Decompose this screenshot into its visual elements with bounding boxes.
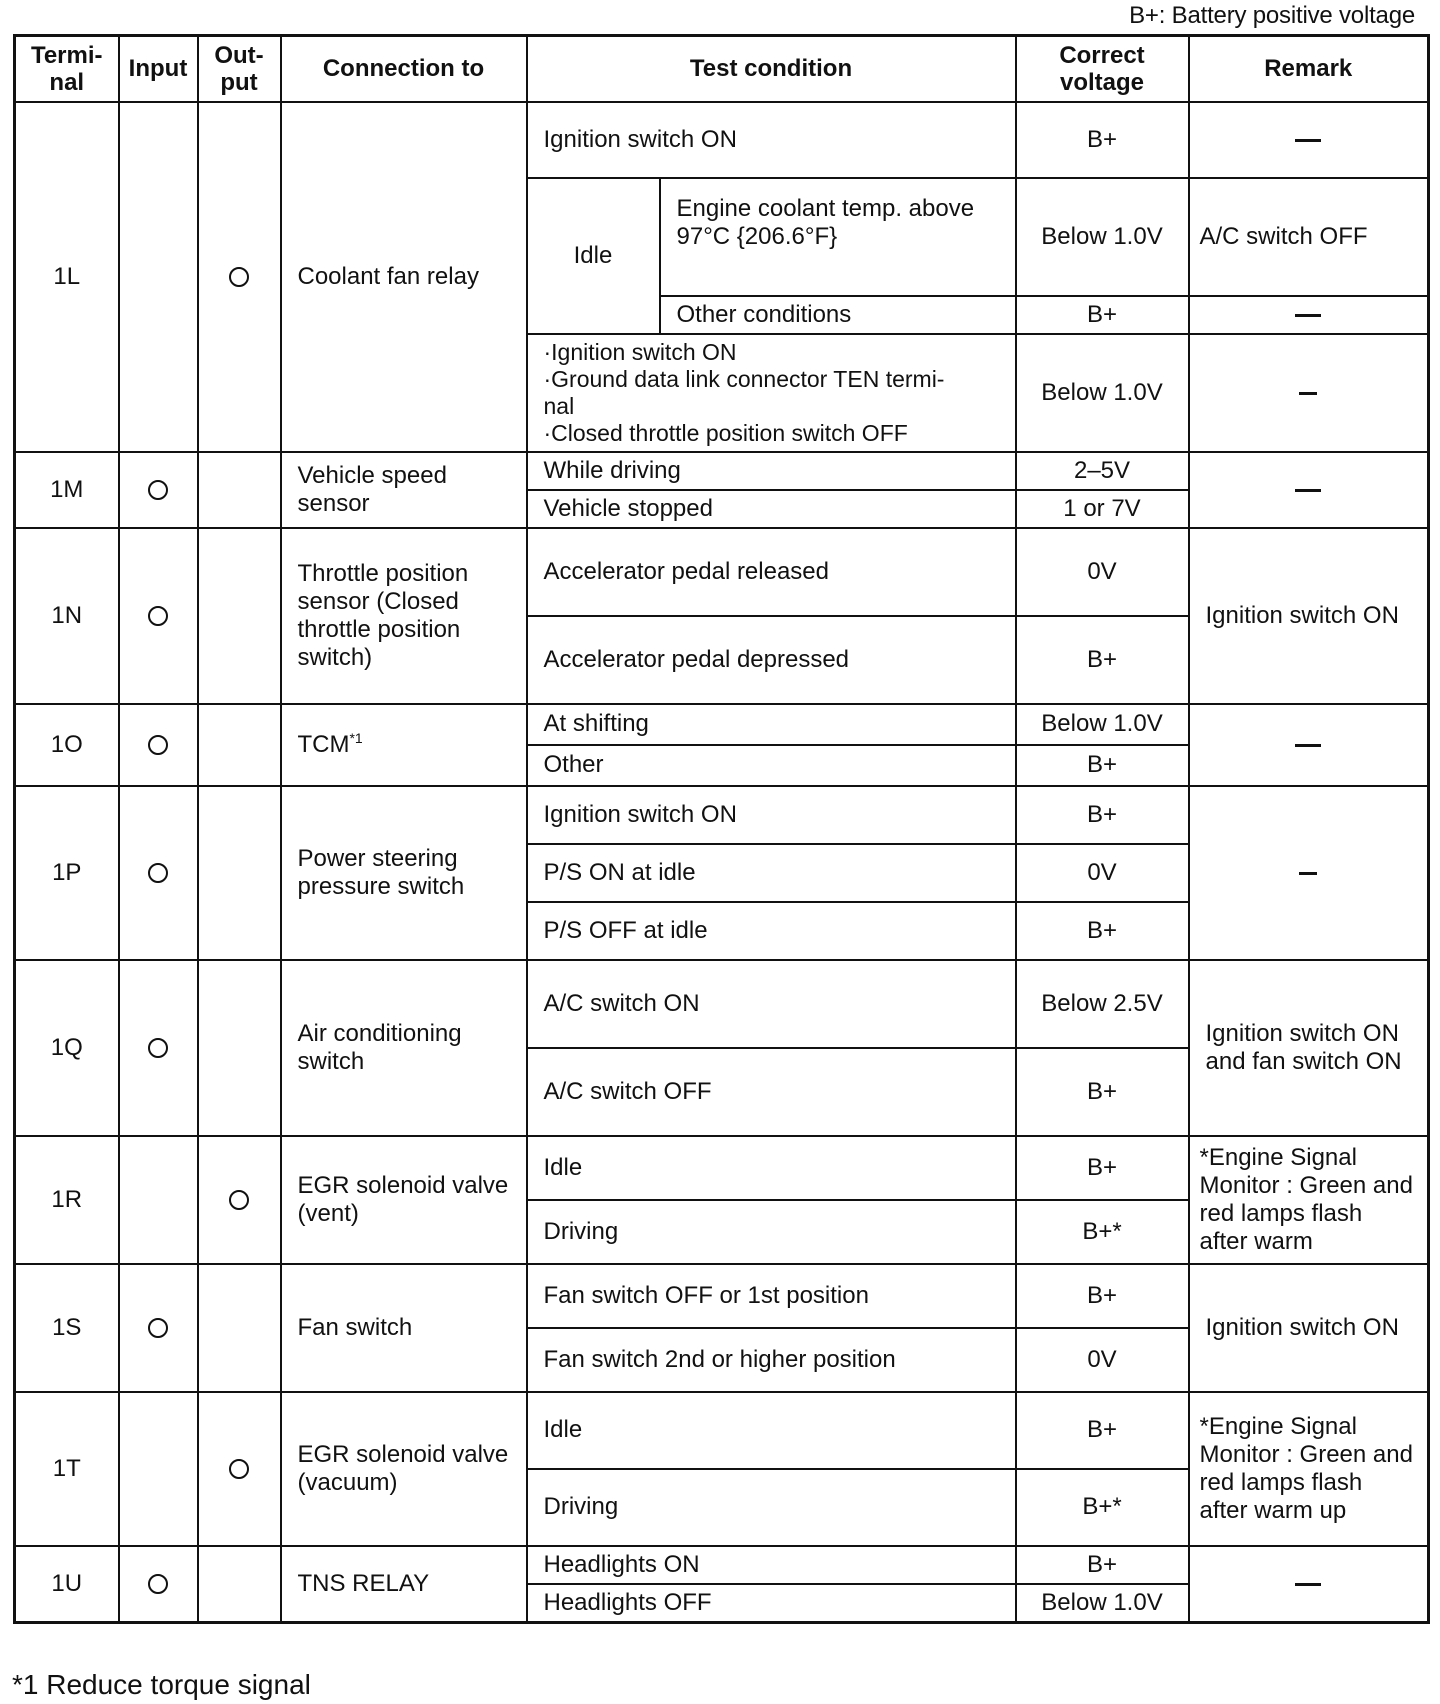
remark-cell: [1189, 786, 1429, 960]
condition-cell: A/C switch ON: [527, 960, 1016, 1048]
voltage-cell: B+: [1016, 102, 1189, 178]
voltage-cell: 0V: [1016, 1328, 1189, 1392]
table-row: [15, 1546, 1429, 1584]
condition-cell: A/C switch OFF: [527, 1048, 1016, 1136]
output-cell: [198, 452, 281, 528]
connection-text: TCM: [297, 730, 350, 758]
remark-cell: A/C switch OFF: [1189, 178, 1429, 296]
input-cell: [119, 102, 198, 452]
condition-cell: Driving: [527, 1200, 1016, 1264]
condition-cell: Headlights OFF: [527, 1584, 1016, 1623]
voltage-cell: B+: [1016, 902, 1189, 960]
circle-mark: [229, 1459, 249, 1479]
connection-cell: EGR solenoid valve (vent): [281, 1136, 527, 1264]
output-cell: [198, 1546, 281, 1623]
table-row: [15, 452, 1429, 490]
dash-mark: [1295, 139, 1321, 142]
input-cell: [119, 452, 198, 528]
header-output: Out- put: [198, 36, 281, 102]
terminal-cell: 1L: [15, 102, 119, 452]
input-cell: [119, 1546, 198, 1623]
connection-cell: Vehicle speed sensor: [281, 452, 527, 528]
circle-mark: [148, 1318, 168, 1338]
table-row: [15, 786, 1429, 844]
terminal-voltage-table: [13, 34, 1430, 1624]
voltage-cell: 0V: [1016, 528, 1189, 616]
header-test-condition: Test condition: [527, 36, 1016, 102]
circle-mark: [229, 1190, 249, 1210]
output-cell: [198, 704, 281, 786]
condition-cell: Headlights ON: [527, 1546, 1016, 1584]
header-remark: Remark: [1189, 36, 1429, 102]
table-row: [15, 960, 1429, 1048]
table-row: [15, 1264, 1429, 1328]
condition-cell: P/S ON at idle: [527, 844, 1016, 902]
terminal-cell: 1T: [15, 1392, 119, 1546]
voltage-cell: B+: [1016, 296, 1189, 334]
terminal-cell: 1N: [15, 528, 119, 704]
remark-cell: [1189, 452, 1429, 528]
condition-cell: While driving: [527, 452, 1016, 490]
condition-group-cell: Idle: [527, 178, 660, 334]
voltage-cell: B+: [1016, 616, 1189, 704]
dash-mark: [1295, 489, 1321, 492]
input-cell: [119, 528, 198, 704]
input-cell: [119, 960, 198, 1136]
dash-mark: [1295, 1583, 1321, 1586]
voltage-cell: B+: [1016, 1264, 1189, 1328]
legend-text: B+: Battery positive voltage: [1129, 2, 1415, 29]
remark-cell: Ignition switch ON: [1189, 528, 1429, 704]
voltage-cell: B+: [1016, 786, 1189, 844]
input-cell: [119, 786, 198, 960]
header-row: [15, 36, 1429, 102]
condition-cell: Accelerator pedal depressed: [527, 616, 1016, 704]
connection-cell: EGR solenoid valve (vacuum): [281, 1392, 527, 1546]
condition-cell: Idle: [527, 1136, 1016, 1200]
footnote-ref: *1: [349, 729, 363, 746]
input-cell: [119, 704, 198, 786]
voltage-cell: Below 1.0V: [1016, 178, 1189, 296]
connection-cell: [281, 704, 527, 786]
connection-cell: TNS RELAY: [281, 1546, 527, 1623]
remark-cell: [1189, 1546, 1429, 1623]
footnote-text: *1 Reduce torque signal: [12, 1669, 311, 1700]
condition-cell: Vehicle stopped: [527, 490, 1016, 528]
condition-cell: Idle: [527, 1392, 1016, 1469]
header-input: Input: [119, 36, 198, 102]
voltage-cell: B+*: [1016, 1469, 1189, 1546]
circle-mark: [148, 606, 168, 626]
remark-cell: [1189, 296, 1429, 334]
condition-cell: Ignition switch ON: [527, 786, 1016, 844]
connection-cell: Fan switch: [281, 1264, 527, 1392]
voltage-cell: B+: [1016, 1546, 1189, 1584]
connection-cell: Coolant fan relay: [281, 102, 527, 452]
output-cell: [198, 960, 281, 1136]
output-cell: [198, 1392, 281, 1546]
table-row: [15, 1392, 1429, 1469]
terminal-cell: 1R: [15, 1136, 119, 1264]
condition-cell: Fan switch OFF or 1st position: [527, 1264, 1016, 1328]
terminal-cell: 1U: [15, 1546, 119, 1623]
circle-mark: [148, 480, 168, 500]
input-cell: [119, 1264, 198, 1392]
terminal-cell: 1Q: [15, 960, 119, 1136]
terminal-cell: 1O: [15, 704, 119, 786]
input-cell: [119, 1136, 198, 1264]
header-connection: Connection to: [281, 36, 527, 102]
voltage-cell: B+*: [1016, 1200, 1189, 1264]
terminal-cell: 1P: [15, 786, 119, 960]
remark-cell: Ignition switch ON: [1189, 1264, 1429, 1392]
remark-cell: [1189, 704, 1429, 786]
dash-mark: [1295, 314, 1321, 317]
table-row: [15, 704, 1429, 745]
condition-cell: P/S OFF at idle: [527, 902, 1016, 960]
voltage-cell: 0V: [1016, 844, 1189, 902]
voltage-cell: 2–5V: [1016, 452, 1189, 490]
voltage-cell: B+: [1016, 1048, 1189, 1136]
output-cell: [198, 102, 281, 452]
remark-cell: Ignition switch ON and fan switch ON: [1189, 960, 1429, 1136]
circle-mark: [148, 1574, 168, 1594]
connection-cell: Throttle position sensor (Closed throttle position switch): [281, 528, 527, 704]
table-row: [15, 528, 1429, 616]
voltage-cell: B+: [1016, 1136, 1189, 1200]
voltage-cell: B+: [1016, 745, 1189, 786]
circle-mark: [148, 863, 168, 883]
remark-cell: [1189, 334, 1429, 452]
voltage-cell: 1 or 7V: [1016, 490, 1189, 528]
header-terminal: Termi- nal: [15, 36, 119, 102]
terminal-cell: 1S: [15, 1264, 119, 1392]
remark-cell: *Engine Signal Monitor : Green and red lamps flash after warm: [1189, 1136, 1429, 1264]
condition-cell: Accelerator pedal released: [527, 528, 1016, 616]
voltage-cell: Below 1.0V: [1016, 334, 1189, 452]
connection-cell: Air conditioning switch: [281, 960, 527, 1136]
voltage-cell: B+: [1016, 1392, 1189, 1469]
table-row: [15, 102, 1429, 178]
condition-cell: Engine coolant temp. above 97°C {206.6°F}: [660, 178, 1016, 296]
output-cell: [198, 1264, 281, 1392]
output-cell: [198, 1136, 281, 1264]
output-cell: [198, 786, 281, 960]
voltage-cell: Below 1.0V: [1016, 1584, 1189, 1623]
header-correct-voltage: Correct voltage: [1016, 36, 1189, 102]
condition-cell: ·Ignition switch ON ·Ground data link connector TEN termi- nal ·Closed throttle position switch OFF: [527, 334, 1016, 452]
terminal-cell: 1M: [15, 452, 119, 528]
voltage-cell: Below 2.5V: [1016, 960, 1189, 1048]
condition-cell: Other: [527, 745, 1016, 786]
dash-mark: [1299, 392, 1317, 395]
connection-cell: Power steering pressure switch: [281, 786, 527, 960]
condition-cell: At shifting: [527, 704, 1016, 745]
circle-mark: [229, 267, 249, 287]
condition-cell: Ignition switch ON: [527, 102, 1016, 178]
circle-mark: [148, 735, 168, 755]
condition-cell: Driving: [527, 1469, 1016, 1546]
dash-mark: [1295, 744, 1321, 747]
table-row: [15, 1136, 1429, 1200]
remark-cell: *Engine Signal Monitor : Green and red lamps flash after warm up: [1189, 1392, 1429, 1546]
output-cell: [198, 528, 281, 704]
dash-mark: [1299, 872, 1317, 875]
condition-cell: Other conditions: [660, 296, 1016, 334]
input-cell: [119, 1392, 198, 1546]
remark-cell: [1189, 102, 1429, 178]
voltage-cell: Below 1.0V: [1016, 704, 1189, 745]
circle-mark: [148, 1038, 168, 1058]
condition-cell: Fan switch 2nd or higher position: [527, 1328, 1016, 1392]
